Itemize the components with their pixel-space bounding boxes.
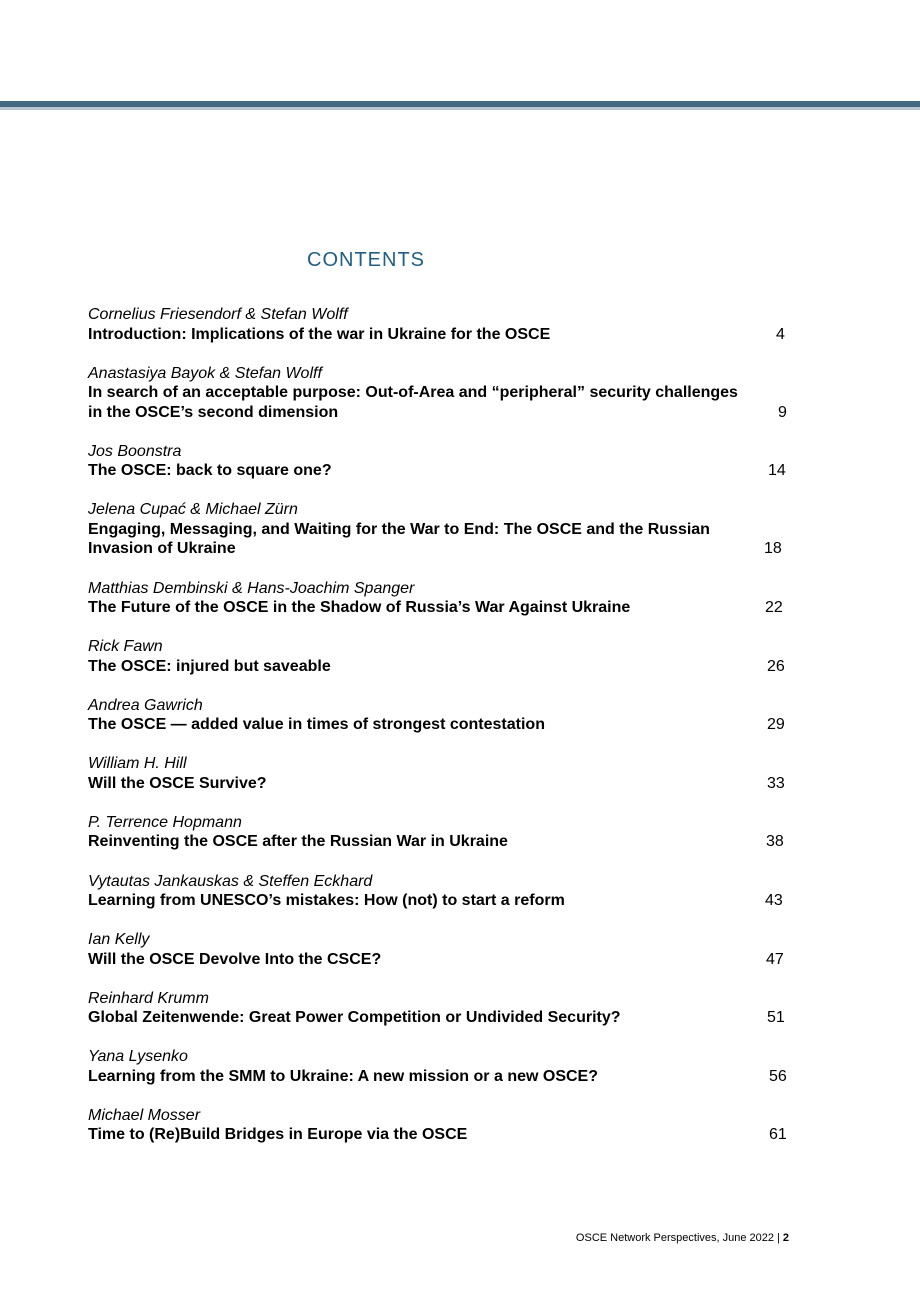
page-footer bbox=[576, 1232, 789, 1244]
toc-entry[interactable] bbox=[88, 364, 808, 442]
toc-title: Global Zeitenwende: Great Power Competition or Undivided Security? bbox=[88, 1009, 621, 1027]
toc-page-number: 61 bbox=[769, 1126, 787, 1144]
toc-title: Time to (Re)Build Bridges in Europe via the OSCE bbox=[88, 1126, 468, 1144]
toc-entry[interactable] bbox=[88, 754, 808, 813]
toc-title: The Future of the OSCE in the Shadow of Russia’s War Against Ukraine bbox=[88, 599, 631, 617]
toc-page-number: 33 bbox=[767, 774, 785, 792]
toc-title-continued: in the OSCE’s second dimension bbox=[88, 403, 339, 421]
toc-title: The OSCE: injured but saveable bbox=[88, 657, 331, 675]
table-of-contents bbox=[88, 305, 808, 1165]
toc-title: Will the OSCE Survive? bbox=[88, 774, 267, 792]
toc-author: Jelena Cupać & Michael Zürn bbox=[88, 501, 298, 519]
toc-entry[interactable] bbox=[88, 872, 808, 931]
toc-title: In search of an acceptable purpose: Out-of-Area and “peripheral” security challenges bbox=[88, 384, 738, 402]
footer-publication: OSCE Network Perspectives, June 2022 bbox=[575, 1232, 775, 1244]
toc-author: William H. Hill bbox=[88, 755, 187, 773]
toc-title: The OSCE — added value in times of strongest contestation bbox=[88, 716, 545, 734]
toc-entry[interactable] bbox=[88, 1106, 808, 1165]
toc-title: Will the OSCE Devolve Into the CSCE? bbox=[88, 950, 382, 968]
toc-entry[interactable] bbox=[88, 930, 808, 989]
toc-author: Andrea Gawrich bbox=[88, 696, 203, 714]
contents-heading: CONTENTS bbox=[307, 249, 425, 271]
toc-page-number: 56 bbox=[769, 1067, 787, 1085]
toc-author: Matthias Dembinski & Hans-Joachim Spanger bbox=[88, 579, 415, 597]
toc-author: Jos Boonstra bbox=[88, 442, 182, 460]
header-rule-shadow bbox=[0, 107, 920, 110]
toc-entry[interactable] bbox=[88, 637, 808, 696]
toc-entry[interactable] bbox=[88, 1047, 808, 1106]
toc-page-number: 18 bbox=[764, 540, 782, 558]
toc-page-number: 47 bbox=[766, 950, 784, 968]
toc-title: Engaging, Messaging, and Waiting for the War to End: The OSCE and the Russian bbox=[88, 520, 710, 538]
toc-page-number: 29 bbox=[767, 716, 785, 734]
toc-entry[interactable] bbox=[88, 579, 808, 638]
toc-page-number: 26 bbox=[767, 657, 785, 675]
toc-entry[interactable] bbox=[88, 813, 808, 872]
toc-page-number: 22 bbox=[765, 599, 783, 617]
toc-entry[interactable] bbox=[88, 989, 808, 1048]
toc-page-number: 4 bbox=[776, 325, 785, 343]
toc-author: Reinhard Krumm bbox=[88, 989, 209, 1007]
toc-author: Cornelius Friesendorf & Stefan Wolff bbox=[88, 306, 348, 323]
footer-separator: | bbox=[777, 1232, 780, 1244]
toc-title-continued: Invasion of Ukraine bbox=[88, 540, 236, 558]
toc-author: Ian Kelly bbox=[88, 931, 150, 949]
toc-page-number: 9 bbox=[778, 403, 787, 421]
footer-page-number: 2 bbox=[782, 1232, 789, 1244]
toc-author: P. Terrence Hopmann bbox=[88, 813, 242, 831]
toc-title: Learning from the SMM to Ukraine: A new mission or a new OSCE? bbox=[88, 1067, 598, 1085]
toc-author: Vytautas Jankauskas & Steffen Eckhard bbox=[88, 872, 373, 890]
toc-page-number: 38 bbox=[766, 833, 784, 851]
toc-page-number: 14 bbox=[768, 462, 786, 480]
toc-entry[interactable] bbox=[88, 696, 808, 755]
toc-entry[interactable] bbox=[88, 500, 808, 578]
toc-title: Learning from UNESCO’s mistakes: How (not) to start a reform bbox=[88, 892, 565, 910]
toc-author: Anastasiya Bayok & Stefan Wolff bbox=[88, 364, 322, 382]
toc-page-number: 43 bbox=[765, 892, 783, 910]
toc-author: Michael Mosser bbox=[88, 1106, 201, 1124]
toc-author: Yana Lysenko bbox=[88, 1048, 188, 1066]
toc-title: The OSCE: back to square one? bbox=[88, 462, 332, 480]
toc-entry[interactable] bbox=[88, 442, 808, 501]
toc-title: Introduction: Implications of the war in Ukraine for the OSCE bbox=[88, 325, 551, 343]
toc-author: Rick Fawn bbox=[88, 638, 163, 656]
toc-entry[interactable] bbox=[88, 305, 808, 364]
toc-title: Reinventing the OSCE after the Russian War in Ukraine bbox=[88, 833, 508, 851]
toc-page-number: 51 bbox=[767, 1009, 785, 1027]
